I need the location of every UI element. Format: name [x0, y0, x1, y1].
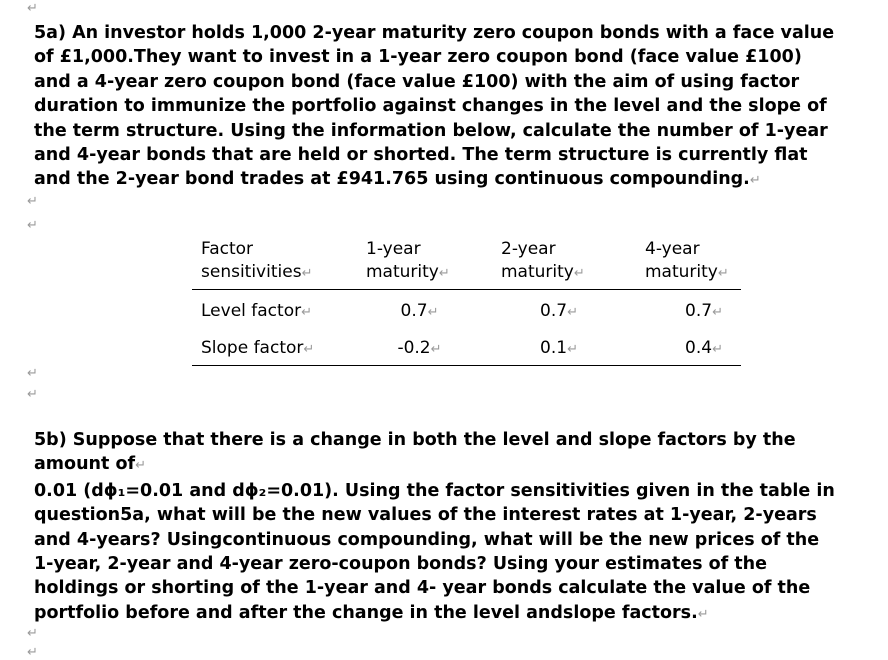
header-line: 1-year — [366, 239, 421, 259]
row-label-cell — [192, 290, 352, 328]
paragraph-mark: ↵ — [567, 341, 578, 357]
paragraph-mark: ↵ — [27, 387, 38, 402]
header-line: 4-year — [645, 239, 700, 259]
table-row-level-factor — [192, 290, 741, 328]
header-text: sensitivities — [201, 262, 302, 282]
row-label-cell — [192, 328, 352, 366]
paragraph-mark: ↵ — [430, 341, 442, 357]
paragraph-mark: ↵ — [749, 173, 761, 189]
header-line: 2-year — [501, 239, 556, 259]
question-5b-line-last — [34, 601, 864, 627]
paragraph-mark: ↵ — [27, 1, 38, 16]
question-5a-paragraph — [34, 21, 864, 194]
paragraph-mark: ↵ — [27, 194, 38, 209]
paragraph-mark: ↵ — [301, 266, 313, 281]
paragraph-mark: ↵ — [27, 645, 38, 660]
paragraph-mark: ↵ — [697, 606, 709, 622]
paragraph-mark: ↵ — [427, 305, 439, 320]
question-5a-line: the term structure. Using the information below, calculate the number of 1-year — [34, 120, 828, 141]
header-line — [201, 261, 352, 285]
header-text: maturity — [501, 262, 574, 282]
value-text: 0.4 — [685, 337, 713, 358]
header-cell-4-year — [631, 237, 741, 290]
paragraph-mark: ↵ — [438, 266, 450, 281]
paragraph-mark: ↵ — [27, 366, 38, 381]
paragraph-mark: ↵ — [303, 341, 315, 357]
question-5b-line: 0.01 (dϕ₁=0.01 and dϕ₂=0.01). Using the factor sensitivities given in the table in — [34, 480, 835, 501]
question-5a-line-text: and the 2-year bond trades at £941.765 using continuous compounding. — [34, 169, 750, 190]
question-5a-line: of £1,000.They want to invest in a 1-year zero coupon bond (face value £100) — [34, 47, 802, 68]
value-text: -0.2 — [397, 337, 431, 358]
table-row-slope-factor — [192, 328, 741, 366]
header-text: maturity — [366, 262, 439, 282]
question-5b-line — [34, 452, 864, 478]
question-5a-line: and a 4-year zero coupon bond (face value £100) with the aim of using factor — [34, 71, 800, 92]
factor-sensitivities-table — [192, 237, 741, 366]
question-5a-line: and 4-year bonds that are held or shorted. The term structure is currently flat — [34, 145, 808, 166]
question-5b-line: question5a, what will be the new values of the interest rates at 1-year, 2-years — [34, 505, 817, 526]
value-text: 0.7 — [540, 301, 568, 321]
question-5b-line-text: portfolio before and after the change in the level andslope factors. — [34, 602, 698, 623]
question-5b-line: 5b) Suppose that there is a change in both the level and slope factors by the — [34, 430, 796, 450]
table-header-row — [192, 237, 741, 290]
header-line — [366, 261, 487, 285]
question-5b-line-text: amount of — [34, 454, 136, 475]
paragraph-mark: ↵ — [27, 218, 38, 233]
value-cell — [487, 290, 631, 328]
row-label: Slope factor — [201, 337, 304, 358]
value-cell — [487, 328, 631, 366]
question-5a-line: 5a) An investor holds 1,000 2-year maturity zero coupon bonds with a face value — [34, 23, 835, 43]
question-5a-line-last — [34, 167, 864, 193]
paragraph-mark: ↵ — [712, 341, 723, 357]
row-label: Level factor — [201, 301, 302, 321]
question-5b-line: 1-year, 2-year and 4-year zero-coupon bonds? Using your estimates of the — [34, 554, 768, 575]
value-cell — [352, 290, 487, 328]
question-5a-line: duration to immunize the portfolio against changes in the level and the slope of — [34, 96, 827, 117]
header-cell-factor — [192, 237, 352, 290]
header-line — [645, 261, 741, 285]
value-text: 0.7 — [400, 301, 428, 321]
value-cell — [631, 290, 741, 328]
paragraph-mark: ↵ — [717, 266, 729, 281]
header-cell-1-year — [352, 237, 487, 290]
question-5b-line: and 4-years? Usingcontinuous compounding, what will be the new prices of the — [34, 529, 820, 550]
value-cell — [352, 328, 487, 366]
question-5b-paragraph — [34, 428, 864, 627]
value-text: 0.7 — [685, 301, 713, 321]
paragraph-mark: ↵ — [135, 458, 146, 474]
paragraph-mark: ↵ — [567, 305, 578, 320]
header-line — [501, 261, 631, 285]
paragraph-mark: ↵ — [27, 626, 38, 641]
paragraph-mark: ↵ — [712, 305, 723, 320]
header-line: Factor — [201, 239, 254, 259]
header-cell-2-year — [487, 237, 631, 290]
question-5b-line: holdings or shorting of the 1-year and 4- year bonds calculate the value of the — [34, 578, 811, 599]
paragraph-mark: ↵ — [573, 266, 585, 281]
value-text: 0.1 — [540, 337, 568, 358]
value-cell — [631, 328, 741, 366]
header-text: maturity — [645, 262, 718, 282]
paragraph-mark: ↵ — [301, 305, 312, 320]
